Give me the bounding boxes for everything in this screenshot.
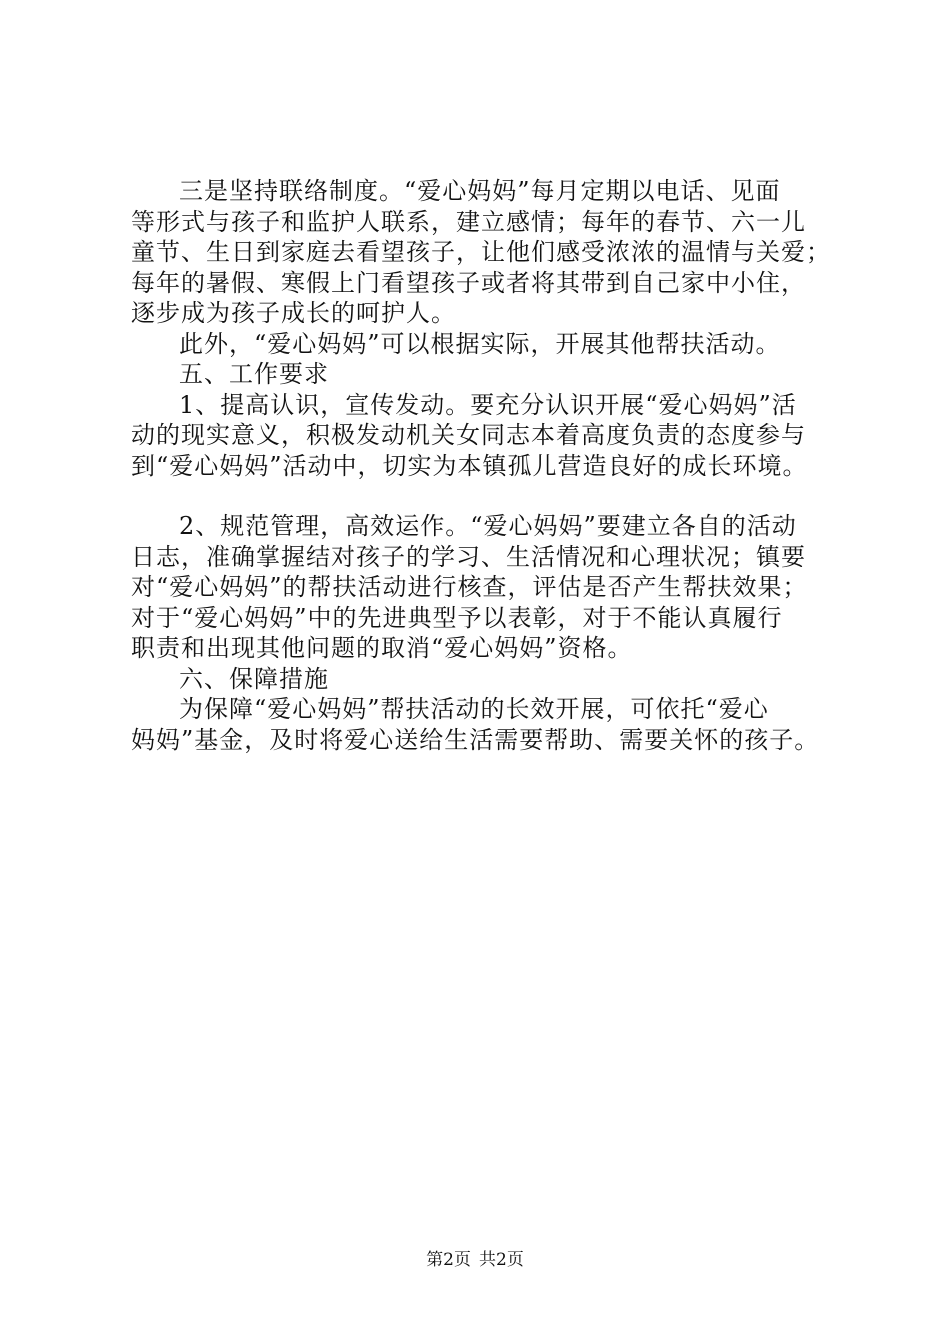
document-body: [131, 176, 831, 755]
text-line: 日志，准确掌握结对孩子的学习、生活情况和心理状况；镇要: [131, 542, 806, 571]
text-line: 三是坚持联络制度。“爱心妈妈”每月定期以电话、见面: [179, 177, 781, 205]
page-footer: [0, 1245, 950, 1270]
paragraph-guarantee: [131, 694, 831, 755]
text-line: 妈妈”基金，及时将爱心送给生活需要帮助、需要关怀的孩子。: [131, 725, 820, 754]
text-line: 1、提高认识，宣传发动。要充分认识开展“爱心妈妈”活: [179, 390, 797, 419]
text-line: 对于“爱心妈妈”中的先进典型予以表彰，对于不能认真履行: [131, 603, 783, 632]
text-line: 动的现实意义，积极发动机关女同志本着高度负责的态度参与: [131, 421, 806, 449]
text-line: 2、规范管理，高效运作。“爱心妈妈”要建立各自的活动: [179, 512, 797, 540]
paragraph-other-activities: [131, 329, 831, 360]
paragraph-requirement-1: [131, 390, 831, 482]
text-line: 对“爱心妈妈”的帮扶活动进行核查，评估是否产生帮扶效果；: [131, 573, 808, 601]
page-number-total: 共2页: [479, 1250, 524, 1270]
text-line: 等形式与孩子和监护人联系，建立感情；每年的春节、六一儿: [131, 207, 806, 236]
section-heading-work-requirements: 五、工作要求: [179, 360, 329, 388]
section-heading-safeguards: 六、保障措施: [179, 664, 329, 693]
paragraph-contact-system: [131, 176, 831, 329]
paragraph-requirement-2: [131, 511, 831, 664]
text-line: 此外，“爱心妈妈”可以根据实际，开展其他帮扶活动。: [179, 329, 781, 358]
text-line: 逐步成为孩子成长的呵护人。: [131, 299, 456, 327]
page-number-current: 第2页: [426, 1250, 471, 1270]
text-line: 到“爱心妈妈”活动中，切实为本镇孤儿营造良好的成长环境。: [131, 451, 808, 480]
text-line: 每年的暑假、寒假上门看望孩子或者将其带到自己家中小住，: [131, 268, 806, 297]
paragraph-spacer: [131, 481, 831, 511]
text-line: 职责和出现其他问题的取消“爱心妈妈”资格。: [131, 634, 633, 662]
text-line: 为保障“爱心妈妈”帮扶活动的长效开展，可依托“爱心: [179, 695, 769, 723]
text-line: 童节、生日到家庭去看望孩子，让他们感受浓浓的温情与关爱；: [131, 238, 831, 266]
